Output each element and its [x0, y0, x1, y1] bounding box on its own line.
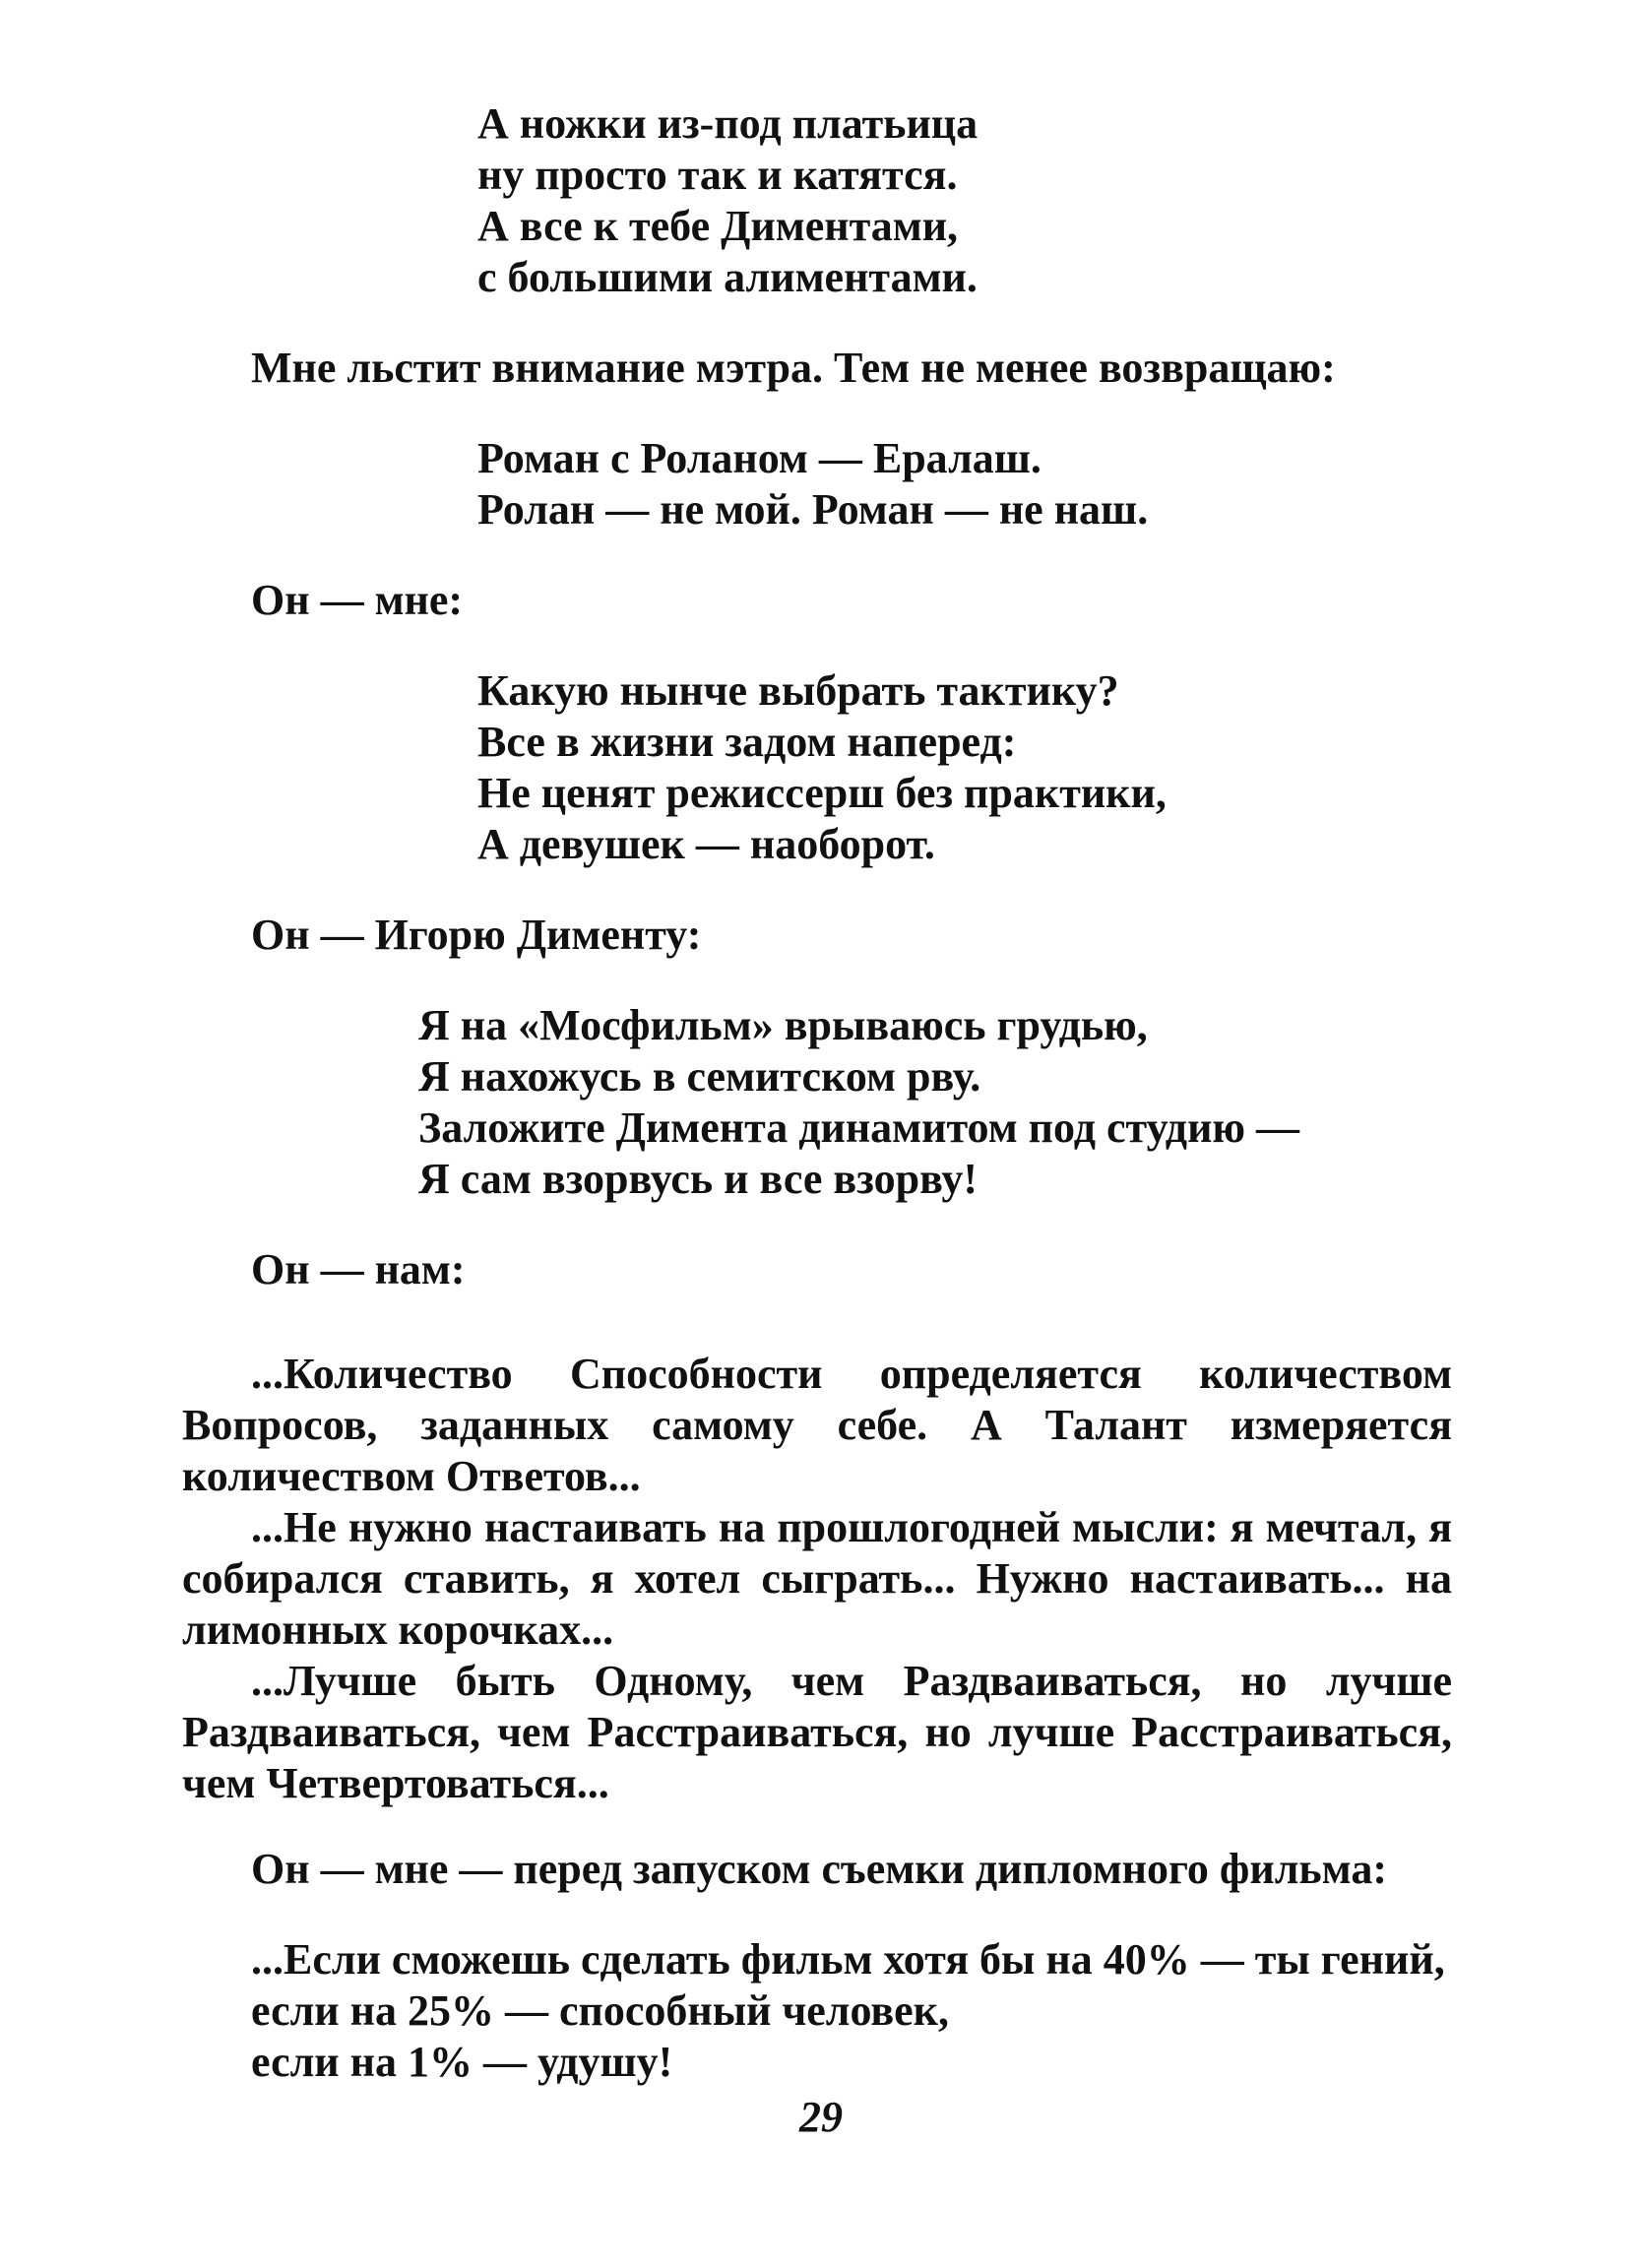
verse-1-line-2: ну просто так и катятся. [477, 151, 958, 199]
narration-4: Он — нам: [251, 1245, 466, 1293]
verse-2-line-1: Роман с Роланом — Ералаш. [477, 434, 1042, 482]
narration-1: Мне льстит внимание мэтра. Тем не менее возвращаю: [251, 344, 1336, 392]
paragraph-1: ...Количество Способности определяется количеством Вопросов, заданных самому себе. А Талант измеряется количеством Ответов... [182, 1350, 1452, 1500]
verse-1-line-1: А ножки из-под платьица [477, 99, 979, 148]
quote-line-1: ...Если сможешь сделать фильм хотя бы на 40% — ты гений, [251, 1935, 1445, 1984]
quote-line-2: если на 25% — способный человек, [251, 1986, 950, 2035]
verse-4-line-2: Я нахожусь в семитском рву. [418, 1052, 981, 1101]
verse-4-line-4: Я сам взорвусь и все взорву! [418, 1155, 978, 1203]
narration-3: Он — Игорю Дименту: [251, 911, 702, 959]
verse-4-line-1: Я на «Мосфильм» врываюсь грудью, [418, 1001, 1148, 1049]
verse-3-line-1: Какую нынче выбрать тактику? [477, 666, 1119, 715]
page-number: 29 [799, 2093, 843, 2141]
verse-1-line-4: с большими алиментами. [477, 253, 978, 301]
verse-3-line-2: Все в жизни задом наперед: [477, 718, 1017, 766]
verse-3-line-3: Не ценят режиссерш без практики, [477, 769, 1167, 817]
paragraph-3: ...Лучше быть Одному, чем Раздваиваться, но лучше Раздваиваться, чем Расстраиваться, но лучше Расстраиваться, чем Четвертоваться... [182, 1657, 1452, 1807]
verse-3-line-4: А девушек — наоборот. [477, 820, 935, 868]
quote-line-3: если на 1% — удушу! [251, 2038, 673, 2086]
verse-4-line-3: Заложите Димента динамитом под студию — [418, 1103, 1300, 1152]
paragraph-2: ...Не нужно настаивать на прошлогодней мысли: я мечтал, я собирался ставить, я хотел сыграть... Нужно настаивать... на лимонных корочках... [182, 1503, 1452, 1654]
narration-2: Он — мне: [251, 576, 464, 624]
verse-2-line-2: Ролан — не мой. Роман — не наш. [477, 485, 1149, 534]
narration-5: Он — мне — перед запуском съемки дипломного фильма: [251, 1845, 1387, 1893]
verse-1-line-3: А все к тебе Диментами, [477, 202, 959, 250]
